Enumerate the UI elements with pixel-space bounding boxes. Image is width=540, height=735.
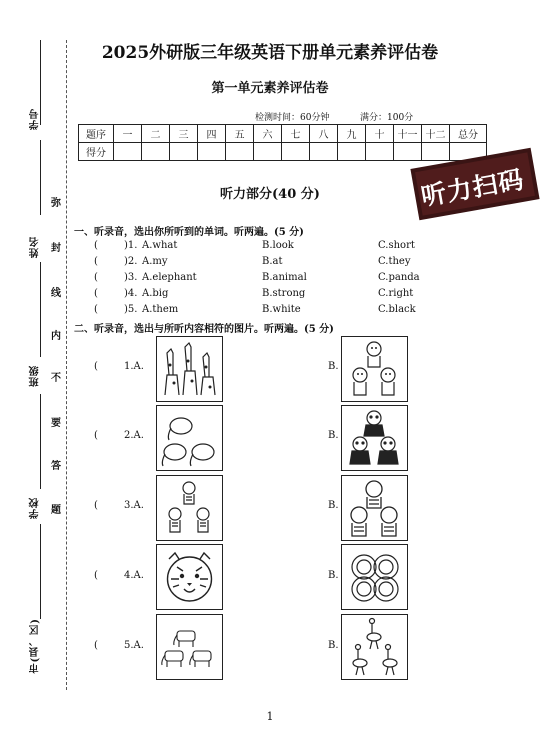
option-a: A.my: [142, 256, 168, 267]
seal-char: 不: [51, 368, 61, 385]
score-input-cell[interactable]: [366, 143, 394, 161]
q2-option-a-picture[interactable]: [156, 336, 223, 402]
option-c: C.panda: [378, 272, 420, 283]
score-input-cell[interactable]: [310, 143, 338, 161]
stamp-text: 听力扫码: [418, 164, 527, 212]
table-cell: 十一: [394, 125, 422, 143]
q2-item-number: 5.A.: [124, 640, 144, 651]
option-b: B.at: [262, 256, 283, 267]
option-a: A.big: [142, 288, 169, 299]
q2-option-b-picture[interactable]: [341, 475, 408, 541]
item-number: )4.: [124, 288, 138, 299]
table-cell: 十: [366, 125, 394, 143]
q2-option-b-label: B.: [328, 500, 339, 511]
table-cell: 三: [170, 125, 198, 143]
question-2-heading: 二、听录音，选出与所听内容相符的图片。听两遍。(5 分): [74, 324, 334, 335]
binding-line-4: [40, 394, 41, 489]
table-cell: 四: [198, 125, 226, 143]
answer-paren-open[interactable]: (: [94, 256, 98, 267]
q2-option-a-picture[interactable]: [156, 544, 223, 610]
seal-char: 线: [51, 283, 61, 300]
seal-char: 内: [51, 326, 61, 343]
answer-paren[interactable]: (: [94, 430, 98, 441]
q2-option-a-picture[interactable]: [156, 475, 223, 541]
name-label: 姓名: [30, 236, 41, 258]
q2-option-b-picture[interactable]: [341, 614, 408, 680]
city-label: 市(县、区): [30, 618, 41, 674]
page-number: 1: [266, 710, 274, 723]
score-input-cell[interactable]: [226, 143, 254, 161]
item-number: )3.: [124, 272, 138, 283]
q1-item: [88, 240, 468, 255]
table-cell: 二: [142, 125, 170, 143]
score-input-cell[interactable]: [170, 143, 198, 161]
seal-dashed-line: [66, 40, 67, 690]
answer-paren[interactable]: (: [94, 361, 98, 372]
table-cell: 五: [226, 125, 254, 143]
answer-paren[interactable]: (: [94, 570, 98, 581]
answer-paren[interactable]: (: [94, 640, 98, 651]
q2-item-number: 1.A.: [124, 361, 144, 372]
exam-time: 检测时间：60分钟: [255, 113, 330, 123]
q1-item: [88, 304, 468, 319]
score-input-cell[interactable]: [338, 143, 366, 161]
page-title: 2025外研版三年级英语下册单元素养评估卷: [101, 43, 439, 63]
elephant-icon: [157, 615, 222, 679]
item-number: )5.: [124, 304, 138, 315]
seal-char: 题: [51, 500, 61, 517]
option-c: C.black: [378, 304, 416, 315]
q2-option-b-label: B.: [328, 430, 339, 441]
score-input-cell[interactable]: [254, 143, 282, 161]
q2-option-a-picture[interactable]: [156, 614, 223, 680]
binding-line-3: [40, 262, 41, 357]
seal-char: 封: [51, 238, 61, 255]
item-number: )1.: [124, 240, 138, 251]
panda-icon: [342, 406, 407, 470]
answer-paren-open[interactable]: (: [94, 304, 98, 315]
option-c: C.short: [378, 240, 415, 251]
table-cell: 六: [254, 125, 282, 143]
school-label: 学校: [30, 497, 41, 519]
score-table-header-row: [79, 125, 487, 143]
answer-paren-open[interactable]: (: [94, 272, 98, 283]
giraffe-icon: [157, 337, 222, 401]
score-input-cell[interactable]: [114, 143, 142, 161]
q2-item-number: 2.A.: [124, 430, 144, 441]
q2-option-b-label: B.: [328, 570, 339, 581]
table-cell: 一: [114, 125, 142, 143]
option-b: B.strong: [262, 288, 306, 299]
q2-item-number: 3.A.: [124, 500, 144, 511]
lion-icon: [342, 545, 407, 609]
q2-item-number: 4.A.: [124, 570, 144, 581]
option-a: A.what: [142, 240, 178, 251]
score-input-cell[interactable]: [142, 143, 170, 161]
answer-paren[interactable]: (: [94, 500, 98, 511]
q2-option-a-picture[interactable]: [156, 405, 223, 471]
monkey-icon: [342, 337, 407, 401]
q2-option-b-picture[interactable]: [341, 405, 408, 471]
score-input-cell[interactable]: [198, 143, 226, 161]
binding-line-5: [40, 524, 41, 619]
q1-item: [88, 288, 468, 303]
option-b: B.animal: [262, 272, 307, 283]
q1-item: [88, 256, 468, 271]
option-b: B.look: [262, 240, 294, 251]
answer-paren-open[interactable]: (: [94, 288, 98, 299]
listening-section-title: 听力部分(40 分): [220, 187, 320, 202]
answer-paren-open[interactable]: (: [94, 240, 98, 251]
tiger-face-icon: [157, 545, 222, 609]
ostrich-icon: [342, 615, 407, 679]
class-label: 班级: [30, 365, 41, 387]
student-number-label: 学号: [30, 108, 41, 130]
option-c: C.they: [378, 256, 411, 267]
option-a: A.them: [142, 304, 179, 315]
elephant-icon: [157, 406, 222, 470]
option-a: A.elephant: [142, 272, 197, 283]
table-cell: 九: [338, 125, 366, 143]
q1-item: [88, 272, 468, 287]
table-cell: 八: [310, 125, 338, 143]
q2-option-b-picture[interactable]: [341, 544, 408, 610]
seal-char: 要: [51, 413, 61, 430]
table-cell: 题序: [79, 125, 114, 143]
tiger-icon: [157, 476, 222, 540]
table-cell: 总分: [450, 125, 487, 143]
item-number: )2.: [124, 256, 138, 267]
tiger-icon: [342, 476, 407, 540]
table-cell: 得分: [79, 143, 114, 161]
option-c: C.right: [378, 288, 414, 299]
full-score: 满分：100分: [360, 113, 414, 123]
score-input-cell[interactable]: [282, 143, 310, 161]
table-cell: 十二: [422, 125, 450, 143]
question-1-heading: 一、听录音，选出你所听到的单词。听两遍。(5 分): [74, 227, 304, 238]
q2-option-b-label: B.: [328, 361, 339, 372]
page-subtitle: 第一单元素养评估卷: [211, 81, 329, 96]
table-cell: 七: [282, 125, 310, 143]
binding-line-2: [40, 140, 41, 215]
seal-char: 弥: [51, 193, 61, 210]
option-b: B.white: [262, 304, 301, 315]
q2-option-b-picture[interactable]: [341, 336, 408, 402]
q2-option-b-label: B.: [328, 640, 339, 651]
seal-char: 答: [51, 456, 61, 473]
